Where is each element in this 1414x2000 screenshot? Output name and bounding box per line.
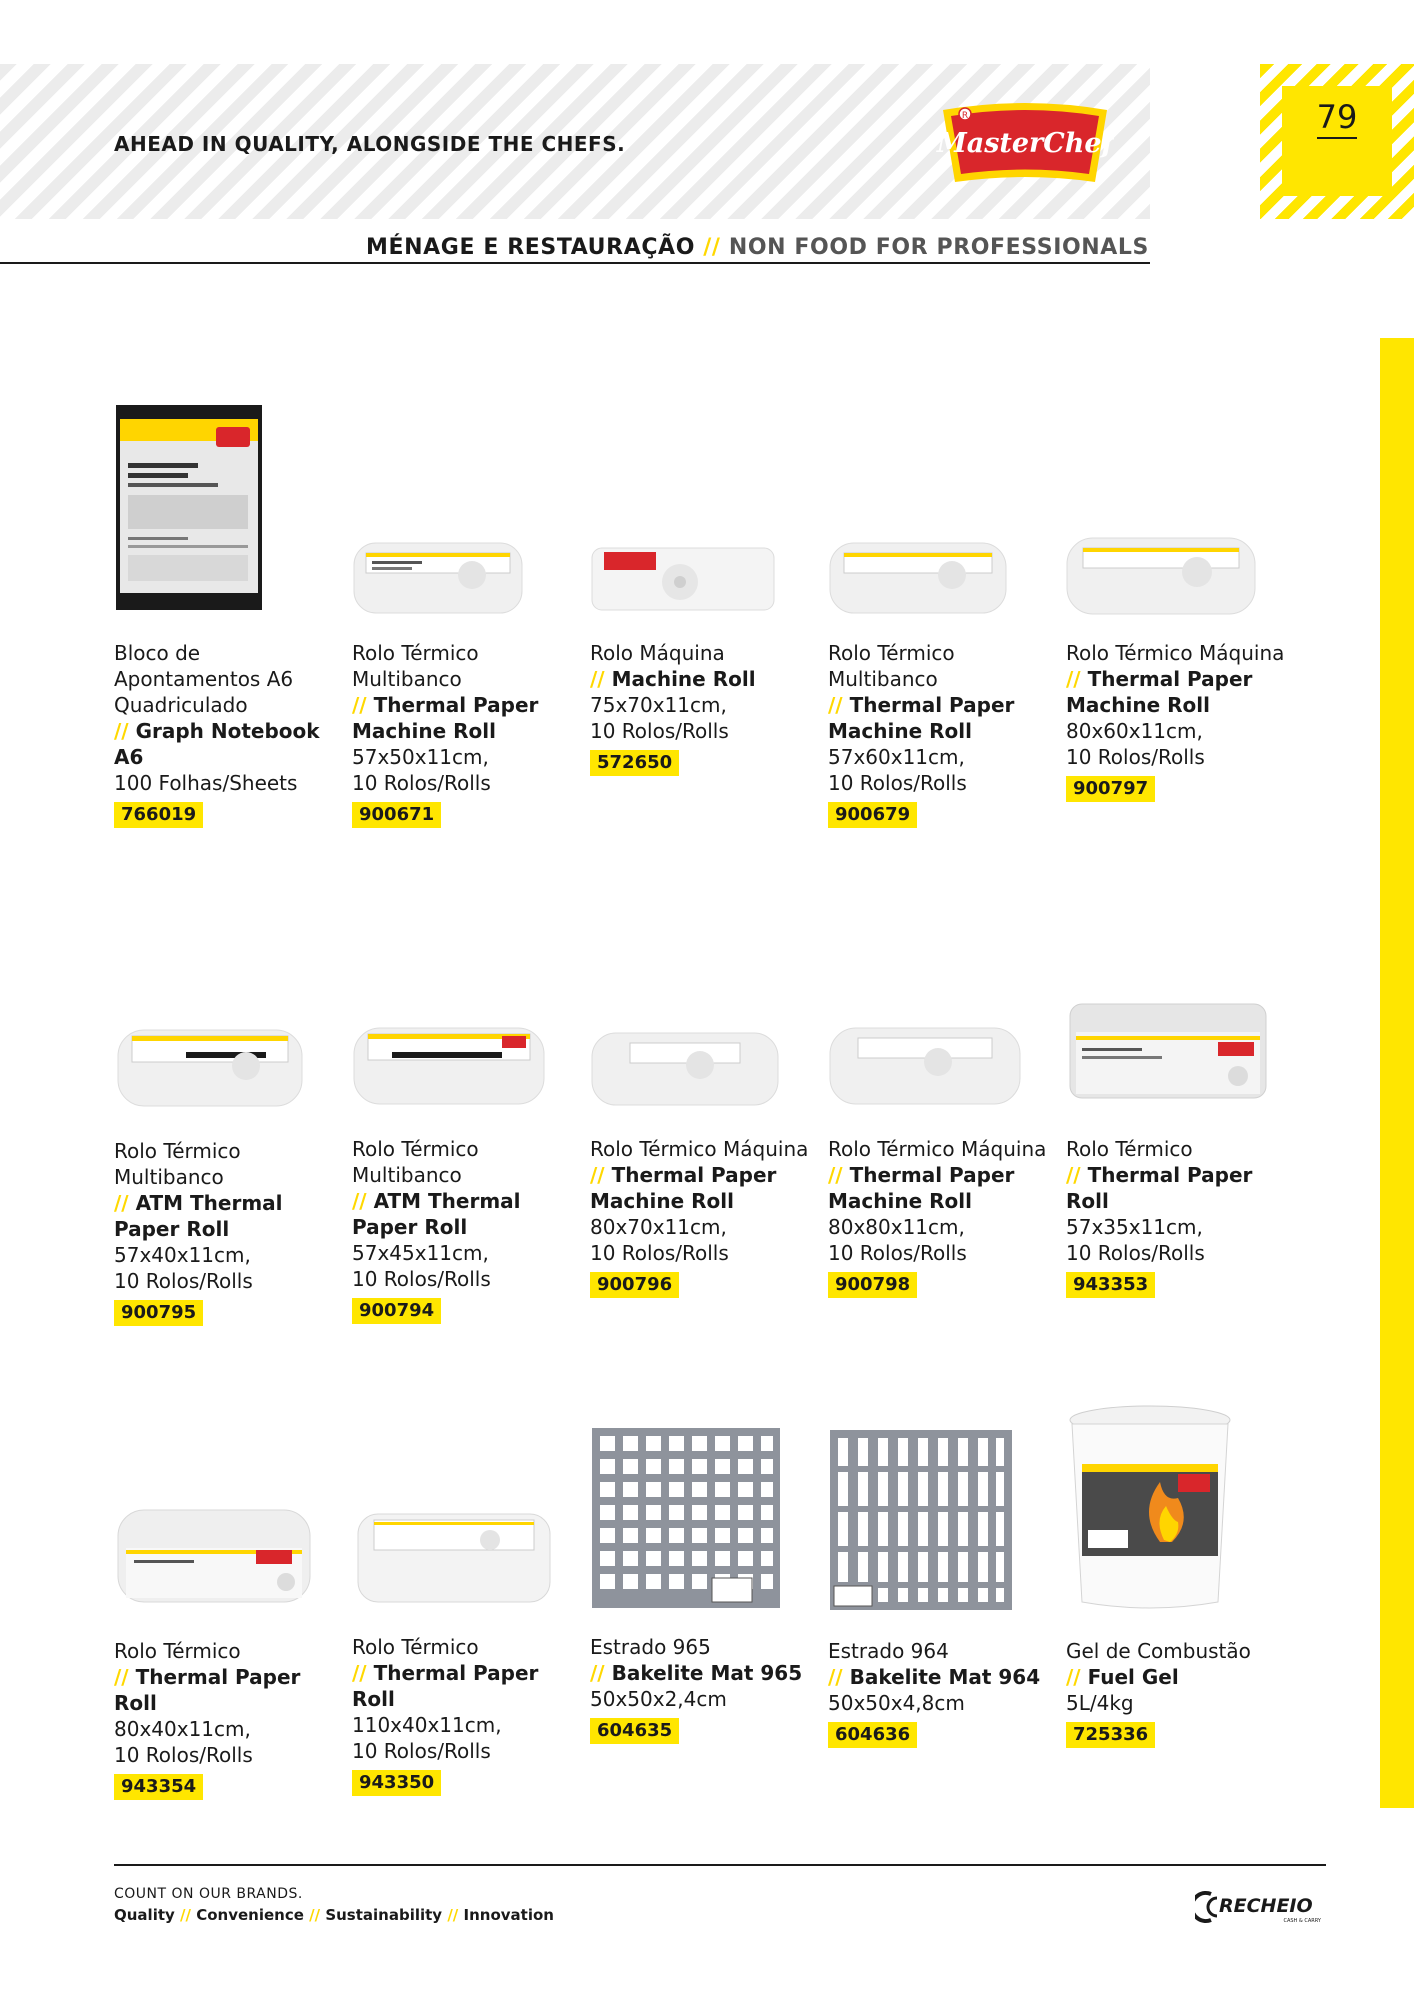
- product-pack: 10 Rolos/Rolls: [1066, 745, 1205, 769]
- product-spec: 57x50x11cm,: [352, 745, 489, 769]
- product-name-en: Bakelite Mat 964: [849, 1665, 1041, 1689]
- footer-value-sustainability: Sustainability: [325, 1906, 443, 1924]
- product-card-900671: Rolo Térmico Multibanco // Thermal Paper Machine Roll 57x50x11cm, 10 Rolos/Rolls 900671: [352, 640, 572, 828]
- product-spec: 80x70x11cm,: [590, 1215, 727, 1239]
- product-name-pt: Estrado 964: [828, 1639, 949, 1663]
- product-code: 604636: [828, 1722, 917, 1748]
- product-name-pt: Rolo Térmico Multibanco: [828, 641, 955, 691]
- page-number-box: [1260, 64, 1414, 219]
- product-pack: 10 Rolos/Rolls: [590, 719, 729, 743]
- product-card-725336: Gel de Combustão // Fuel Gel 5L/4kg 725336: [1066, 1638, 1286, 1748]
- product-pack: 10 Rolos/Rolls: [828, 1241, 967, 1265]
- product-code: 943353: [1066, 1272, 1155, 1298]
- product-code: 572650: [590, 750, 679, 776]
- product-name-pt: Rolo Máquina: [590, 641, 725, 665]
- floor-mat-icon: [830, 1430, 1012, 1610]
- product-card-900796: Rolo Térmico Máquina // Thermal Paper Machine Roll 80x70x11cm, 10 Rolos/Rolls 900796: [590, 1136, 810, 1298]
- product-code: 900671: [352, 802, 441, 828]
- product-code: 604635: [590, 1718, 679, 1744]
- product-card-900795: Rolo Térmico Multibanco // ATM Thermal Paper Roll 57x40x11cm, 10 Rolos/Rolls 900795: [114, 1138, 334, 1326]
- product-name-pt: Rolo Térmico: [114, 1639, 241, 1663]
- product-pack: 10 Rolos/Rolls: [1066, 1241, 1205, 1265]
- header-tagline: AHEAD IN QUALITY, ALONGSIDE THE CHEFS.: [114, 132, 626, 156]
- product-code: 900796: [590, 1272, 679, 1298]
- product-spec: 57x35x11cm,: [1066, 1215, 1203, 1239]
- side-accent-bar: [1380, 338, 1414, 1808]
- product-pack: 10 Rolos/Rolls: [352, 1267, 491, 1291]
- roll-pack-icon: [590, 542, 776, 617]
- roll-pack-icon: [352, 535, 524, 620]
- product-name-pt: Rolo Térmico: [1066, 1137, 1193, 1161]
- product-code: 900679: [828, 802, 917, 828]
- product-name-en: Graph Notebook A6: [114, 719, 320, 769]
- product-card-943353: Rolo Térmico // Thermal Paper Roll 57x35x11cm, 10 Rolos/Rolls 943353: [1066, 1136, 1286, 1298]
- product-name-en: Thermal Paper Machine Roll: [828, 693, 1015, 743]
- product-name-pt: Rolo Térmico: [352, 1635, 479, 1659]
- roll-pack-icon: [828, 1020, 1022, 1112]
- roll-pack-icon: [590, 1025, 780, 1113]
- product-card-900797: Rolo Térmico Máquina // Thermal Paper Machine Roll 80x60x11cm, 10 Rolos/Rolls 900797: [1066, 640, 1306, 802]
- roll-pack-icon: [352, 1020, 546, 1112]
- footer-value-convenience: Convenience: [196, 1906, 304, 1924]
- product-name-pt: Rolo Térmico Máquina: [1066, 641, 1285, 665]
- product-card-572650: Rolo Máquina // Machine Roll 75x70x11cm, 10 Rolos/Rolls 572650: [590, 640, 810, 776]
- product-name-pt: Gel de Combustão: [1066, 1639, 1251, 1663]
- product-pack: 10 Rolos/Rolls: [352, 771, 491, 795]
- section-separator: //: [703, 235, 721, 260]
- product-name-en: Fuel Gel: [1087, 1665, 1179, 1689]
- product-code: 766019: [114, 802, 203, 828]
- product-spec: 57x40x11cm,: [114, 1243, 251, 1267]
- product-name-en: Machine Roll: [611, 667, 756, 691]
- product-card-943354: Rolo Térmico // Thermal Paper Roll 80x40x11cm, 10 Rolos/Rolls 943354: [114, 1638, 334, 1800]
- notebook-icon: [116, 405, 262, 610]
- product-name-en: Thermal Paper Machine Roll: [828, 1163, 1015, 1213]
- product-name-pt: Estrado 965: [590, 1635, 711, 1659]
- page-number: 79: [1317, 100, 1358, 139]
- footer-rule: [114, 1864, 1326, 1866]
- product-code: 725336: [1066, 1722, 1155, 1748]
- product-name-en: Thermal Paper Roll: [114, 1665, 301, 1715]
- product-name-en: Thermal Paper Roll: [352, 1661, 539, 1711]
- product-code: 943354: [114, 1774, 203, 1800]
- product-spec: 110x40x11cm,: [352, 1713, 502, 1737]
- roll-pack-icon: [1065, 530, 1257, 622]
- product-pack: 10 Rolos/Rolls: [828, 771, 967, 795]
- product-card-766019: Bloco de Apontamentos A6 Quadriculado // Graph Notebook A6 100 Folhas/Sheets 766019: [114, 640, 334, 828]
- product-spec: 75x70x11cm,: [590, 693, 727, 717]
- footer-slogan: COUNT ON OUR BRANDS.: [114, 1886, 303, 1902]
- product-card-900798: Rolo Térmico Máquina // Thermal Paper Machine Roll 80x80x11cm, 10 Rolos/Rolls 900798: [828, 1136, 1048, 1298]
- product-code: 900794: [352, 1298, 441, 1324]
- footer-value-quality: Quality: [114, 1906, 175, 1924]
- product-spec: 50x50x4,8cm: [828, 1691, 965, 1715]
- product-spec: 80x80x11cm,: [828, 1215, 965, 1239]
- product-name-en: Thermal Paper Machine Roll: [352, 693, 539, 743]
- section-title-pt: MÉNAGE E RESTAURAÇÃO: [366, 235, 695, 260]
- product-card-604635: Estrado 965 // Bakelite Mat 965 50x50x2,4cm 604635: [590, 1634, 810, 1744]
- product-name-en: ATM Thermal Paper Roll: [114, 1191, 283, 1241]
- product-code: 900798: [828, 1272, 917, 1298]
- svg-text:R: R: [961, 111, 969, 121]
- recheio-logo: [1195, 1888, 1325, 1926]
- roll-pack-icon: [356, 1508, 552, 1608]
- product-card-900794: Rolo Térmico Multibanco // ATM Thermal Paper Roll 57x45x11cm, 10 Rolos/Rolls 900794: [352, 1136, 572, 1324]
- roll-pack-icon: [828, 535, 1008, 620]
- product-spec: 100 Folhas/Sheets: [114, 771, 298, 795]
- product-spec: 50x50x2,4cm: [590, 1687, 727, 1711]
- product-name-pt: Rolo Térmico Multibanco: [352, 1137, 479, 1187]
- product-card-943350: Rolo Térmico // Thermal Paper Roll 110x40x11cm, 10 Rolos/Rolls 943350: [352, 1634, 572, 1796]
- product-name-en: Thermal Paper Roll: [1066, 1163, 1253, 1213]
- product-card-900679: Rolo Térmico Multibanco // Thermal Paper Machine Roll 57x60x11cm, 10 Rolos/Rolls 900679: [828, 640, 1048, 828]
- recheio-logo-text: RECHEIO: [1219, 1895, 1313, 1917]
- product-name-pt: Rolo Térmico Multibanco: [114, 1139, 241, 1189]
- product-spec: 80x60x11cm,: [1066, 719, 1203, 743]
- footer-value-innovation: Innovation: [463, 1906, 554, 1924]
- product-pack: 10 Rolos/Rolls: [352, 1739, 491, 1763]
- product-name-pt: Rolo Térmico Multibanco: [352, 641, 479, 691]
- section-title-en: NON FOOD FOR PROFESSIONALS: [728, 235, 1149, 260]
- product-name-en: Thermal Paper Machine Roll: [590, 1163, 777, 1213]
- product-name-en: ATM Thermal Paper Roll: [352, 1189, 521, 1239]
- product-name-en: Bakelite Mat 965: [611, 1661, 803, 1685]
- product-name-en: Thermal Paper Machine Roll: [1066, 667, 1253, 717]
- product-pack: 10 Rolos/Rolls: [590, 1241, 729, 1265]
- masterchef-logo: [935, 92, 1115, 190]
- product-code: 943350: [352, 1770, 441, 1796]
- footer-values: Quality // Convenience // Sustainability // Innovation: [114, 1906, 554, 1924]
- product-spec: 80x40x11cm,: [114, 1717, 251, 1741]
- section-rule: [0, 262, 1150, 264]
- floor-mat-icon: [592, 1428, 780, 1608]
- product-spec: 5L/4kg: [1066, 1691, 1134, 1715]
- recheio-logo-subtext: CASH & CARRY: [1283, 1918, 1321, 1924]
- product-name-pt: Rolo Térmico Máquina: [590, 1137, 809, 1161]
- roll-pack-icon: [116, 1022, 304, 1114]
- product-spec: 57x60x11cm,: [828, 745, 965, 769]
- product-name-pt: Bloco de Apontamentos A6 Quadriculado: [114, 641, 294, 717]
- roll-pack-icon: [116, 1504, 312, 1608]
- fuel-gel-bucket-icon: [1068, 1402, 1232, 1612]
- roll-pack-icon: [1068, 998, 1268, 1104]
- logo-text: MasterChef: [936, 128, 1114, 159]
- product-code: 900797: [1066, 776, 1155, 802]
- product-code: 900795: [114, 1300, 203, 1326]
- section-title: [366, 235, 1149, 260]
- product-spec: 57x45x11cm,: [352, 1241, 489, 1265]
- product-name-pt: Rolo Térmico Máquina: [828, 1137, 1047, 1161]
- product-pack: 10 Rolos/Rolls: [114, 1743, 253, 1767]
- product-pack: 10 Rolos/Rolls: [114, 1269, 253, 1293]
- product-card-604636: Estrado 964 // Bakelite Mat 964 50x50x4,8cm 604636: [828, 1638, 1048, 1748]
